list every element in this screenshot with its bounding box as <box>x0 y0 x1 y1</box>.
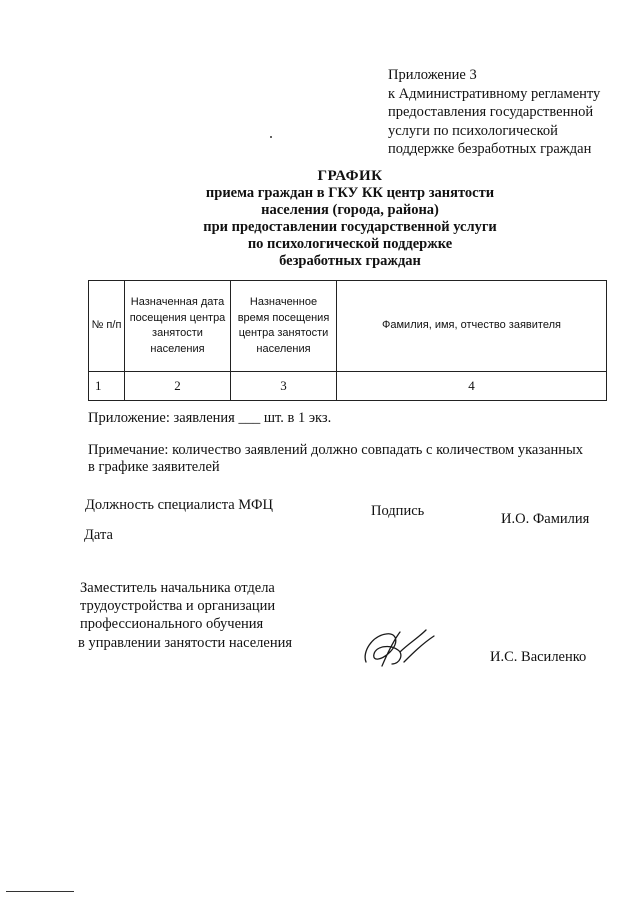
column-number-cell: 3 <box>231 372 337 401</box>
specialist-position: Должность специалиста МФЦ <box>85 497 273 513</box>
handwritten-signature <box>360 622 440 672</box>
attachment-line: Приложение: заявления ___ шт. в 1 экз. <box>88 410 332 426</box>
column-header-date: Назначенная дата посещения центра занятости населения <box>125 281 231 372</box>
deputy-name: И.С. Василенко <box>490 649 587 665</box>
deputy-title-line: в управлении занятости населения <box>78 635 293 651</box>
date-label: Дата <box>84 527 113 543</box>
note-line-2: в графике заявителей <box>88 459 220 475</box>
appendix-line: предоставления государственной <box>388 104 594 120</box>
appendix-line: к Административному регламенту <box>388 85 601 102</box>
table-number-row <box>89 372 607 401</box>
schedule-table <box>88 280 607 401</box>
deputy-title-line: профессионального обучения <box>80 616 264 632</box>
deputy-title-line: Заместитель начальника отдела <box>80 580 275 596</box>
title-line: по психологической поддержке <box>247 236 453 252</box>
specialist-name: И.О. Фамилия <box>501 511 590 527</box>
column-header-time: Назначенное время посещения центра занятости населения <box>231 281 337 372</box>
column-header-applicant: Фамилия, имя, отчество заявителя <box>337 281 607 372</box>
title-main: ГРАФИК <box>317 168 383 184</box>
footnote-divider <box>6 891 74 892</box>
title-line: приема граждан в ГКУ КК центр занятости <box>205 185 495 201</box>
table-header-row <box>89 281 607 372</box>
column-number-cell: 2 <box>125 372 231 401</box>
title-line: населения (города, района) <box>261 202 439 218</box>
appendix-reference <box>388 66 600 159</box>
column-number-cell: 4 <box>337 372 607 401</box>
note-line-1: Примечание: количество заявлений должно совпадать с количеством указанных <box>88 442 584 458</box>
document-title <box>100 168 600 270</box>
scan-speck <box>270 136 272 138</box>
title-line: при предоставлении государственной услуги <box>203 219 497 235</box>
signature-label: Подпись <box>371 503 425 519</box>
appendix-line: поддержке безработных граждан <box>388 141 592 157</box>
column-number-cell: 1 <box>89 372 125 401</box>
title-line: безработных граждан <box>279 253 421 269</box>
column-header-number: № п/п <box>89 281 125 372</box>
appendix-line: Приложение 3 <box>388 67 477 83</box>
deputy-title-line: трудоустройства и организации <box>80 598 276 614</box>
appendix-line: услуги по психологической <box>388 122 558 139</box>
